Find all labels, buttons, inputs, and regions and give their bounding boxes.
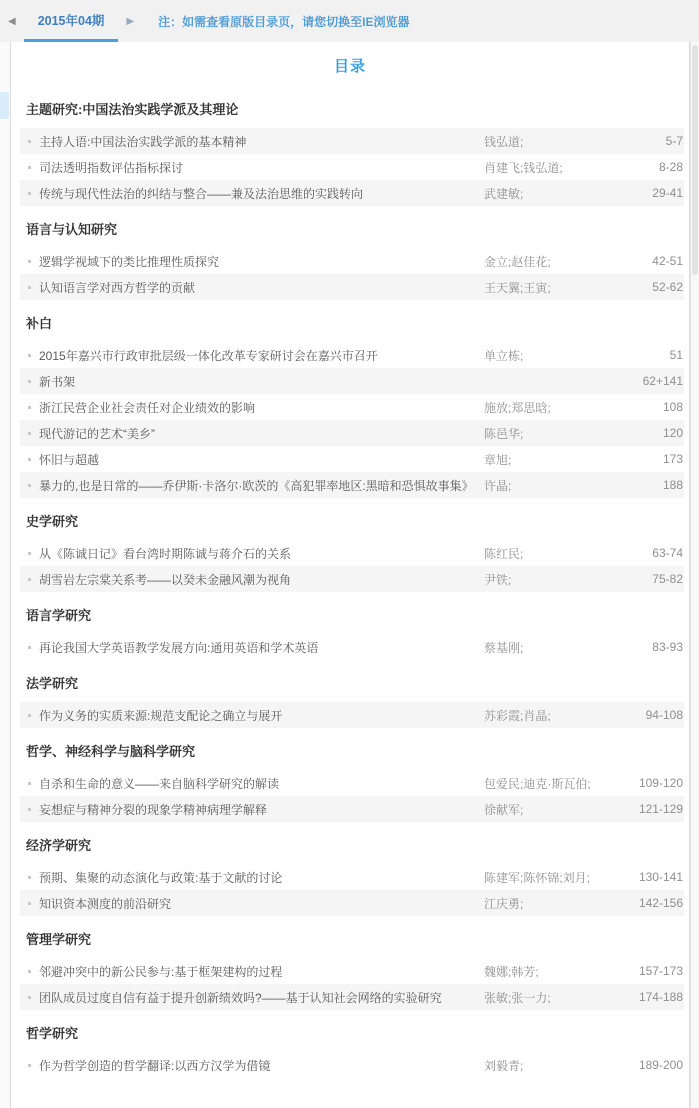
square-bullet-icon (28, 484, 31, 487)
issue-tab-label: 2015年04期 (37, 13, 105, 28)
square-bullet-icon (28, 140, 31, 143)
square-bullet-icon (28, 1064, 31, 1067)
entry-authors[interactable]: 刘毅青; (484, 1058, 524, 1073)
square-bullet-icon (28, 166, 31, 169)
section-header: 管理学研究 (26, 932, 92, 947)
toc-sections (11, 86, 689, 1108)
square-bullet-icon (28, 552, 31, 555)
entry-authors[interactable]: 单立栋; (484, 348, 524, 363)
toc-section (20, 660, 684, 728)
entry-pages: 120 (662, 426, 683, 440)
entry-authors[interactable]: 张敏;张一力; (484, 990, 551, 1005)
section-header: 哲学研究 (26, 1026, 79, 1041)
top-navigation-bar (0, 0, 699, 42)
square-bullet-icon (28, 432, 31, 435)
toc-entry-row (20, 248, 684, 274)
toc-entry-row (20, 472, 684, 498)
entry-pages: 75-82 (652, 572, 683, 586)
entry-title-link[interactable]: 从《陈诚日记》看台湾时期陈诚与蒋介石的关系 (39, 546, 292, 561)
section-header: 哲学、神经科学与脑科学研究 (26, 744, 196, 759)
toc-entry-row (20, 634, 684, 660)
entry-pages: 52-62 (652, 280, 683, 294)
entry-title-link[interactable]: 知识资本测度的前沿研究 (39, 896, 172, 911)
entry-title-link[interactable]: 暴力的,也是日常的——乔伊斯·卡洛尔·欧茨的《高犯罪率地区:黑暗和恐惧故事集》 (39, 478, 474, 493)
toc-section (20, 592, 684, 660)
toc-entry-row (20, 420, 684, 446)
entry-authors[interactable]: 陈邑华; (484, 426, 524, 441)
toc-entry-row (20, 128, 684, 154)
entry-title-link[interactable]: 主持人语:中国法治实践学派的基本精神 (39, 134, 247, 149)
entry-pages: 142-156 (638, 896, 683, 910)
entry-title-link[interactable]: 浙江民营企业社会责任对企业绩效的影响 (39, 400, 256, 415)
toc-entry-row (20, 446, 684, 472)
square-bullet-icon (28, 970, 31, 973)
toc-entry-row (20, 702, 684, 728)
toc-entry-row (20, 540, 684, 566)
entry-pages: 157-173 (638, 964, 683, 978)
toc-entry-row (20, 796, 684, 822)
entry-pages: 130-141 (638, 870, 683, 884)
section-header: 补白 (26, 316, 53, 331)
section-header: 经济学研究 (26, 838, 92, 853)
entry-authors[interactable]: 许晶; (484, 478, 512, 493)
entry-title-link[interactable]: 2015年嘉兴市行政审批层级一体化改革专家研讨会在嘉兴市召开 (39, 348, 378, 363)
entry-title-link[interactable]: 逻辑学视域下的类比推理性质探究 (39, 254, 220, 269)
toc-entry-row (20, 368, 684, 394)
entry-pages: 51 (669, 348, 683, 362)
entry-title-link[interactable]: 传统与现代性法治的纠结与整合——兼及法治思维的实践转向 (39, 186, 364, 201)
entry-title-link[interactable]: 怀旧与超越 (39, 452, 100, 467)
square-bullet-icon (28, 354, 31, 357)
toc-section (20, 916, 684, 1010)
toc-entry-row (20, 770, 684, 796)
entry-authors[interactable]: 金立;赵佳花; (484, 254, 551, 269)
entry-title-link[interactable]: 再论我国大学英语教学发展方向:通用英语和学术英语 (39, 640, 319, 655)
entry-title-link[interactable]: 团队成员过度自信有益于提升创新绩效吗?——基于认知社会网络的实验研究 (39, 990, 442, 1005)
toc-section (20, 728, 684, 822)
left-arrow-icon: ◀ (8, 15, 16, 27)
entry-authors[interactable]: 武建敏; (484, 186, 524, 201)
square-bullet-icon (28, 458, 31, 461)
toc-section (20, 822, 684, 916)
entry-authors[interactable]: 陈红民; (484, 546, 524, 561)
toc-section (20, 498, 684, 592)
entry-authors[interactable]: 肖建飞;钱弘道; (484, 160, 563, 175)
entry-pages: 121-129 (638, 802, 683, 816)
entry-title-link[interactable]: 作为哲学创造的哲学翻译:以西方汉学为借镜 (39, 1058, 271, 1073)
section-header: 史学研究 (26, 514, 79, 529)
entry-pages: 188 (662, 478, 683, 492)
square-bullet-icon (28, 646, 31, 649)
toc-entry-row (20, 342, 684, 368)
entry-title-link[interactable]: 自杀和生命的意义——来自脑科学研究的解读 (39, 776, 280, 791)
toc-entry-row (20, 274, 684, 300)
entry-title-link[interactable]: 作为义务的实质来源:规范支配论之确立与展开 (39, 708, 283, 723)
entry-pages: 173 (662, 452, 683, 466)
entry-authors[interactable]: 陈建军;陈怀锦;刘月; (484, 870, 591, 885)
collapsed-side-panel-handle[interactable] (0, 92, 9, 119)
entry-pages: 63-74 (652, 546, 683, 560)
entry-pages: 94-108 (645, 708, 683, 722)
toc-section (20, 1010, 684, 1078)
next-issue-button[interactable] (118, 0, 142, 42)
square-bullet-icon (28, 876, 31, 879)
square-bullet-icon (28, 714, 31, 717)
square-bullet-icon (28, 192, 31, 195)
entry-authors[interactable]: 施放;郑思晗; (484, 400, 551, 415)
entry-title-link[interactable]: 妄想症与精神分裂的现象学精神病理学解释 (39, 802, 268, 817)
entry-pages: 83-93 (652, 640, 683, 654)
entry-authors[interactable]: 苏彩霞;肖晶; (484, 708, 551, 723)
entry-authors[interactable]: 尹铁; (484, 572, 512, 587)
toc-panel (10, 42, 690, 1108)
square-bullet-icon (28, 260, 31, 263)
toc-entry-row (20, 180, 684, 206)
entry-pages: 108 (662, 400, 683, 414)
toc-section (20, 206, 684, 300)
entry-authors[interactable]: 江庆勇; (484, 896, 524, 911)
entry-authors[interactable]: 章旭; (484, 452, 512, 467)
scrollbar-thumb[interactable] (692, 45, 698, 275)
entry-pages: 109-120 (638, 776, 683, 790)
entry-pages: 8-28 (658, 160, 683, 174)
entry-authors[interactable]: 蔡基刚; (484, 640, 524, 655)
section-header: 主题研究:中国法治实践学派及其理论 (26, 102, 239, 117)
section-header: 语言学研究 (26, 608, 92, 623)
toc-section (20, 300, 684, 498)
toc-entry-row (20, 394, 684, 420)
issue-tab[interactable] (24, 0, 119, 42)
right-arrow-icon: ▶ (126, 15, 135, 27)
page-title: 目录 (333, 58, 366, 75)
section-header: 语言与认知研究 (26, 222, 118, 237)
previous-issue-button[interactable] (0, 0, 24, 42)
square-bullet-icon (28, 808, 31, 811)
square-bullet-icon (28, 782, 31, 785)
toc-entry-row (20, 890, 684, 916)
entry-pages: 189-200 (638, 1058, 683, 1072)
entry-pages: 174-188 (638, 990, 683, 1004)
entry-title-link[interactable]: 预期、集聚的动态演化与政策:基于文献的讨论 (39, 870, 283, 885)
toc-entry-row (20, 154, 684, 180)
entry-authors[interactable]: 王天翼;王寅; (484, 280, 551, 295)
entry-title-link[interactable]: 认知语言学对西方哲学的贡献 (39, 280, 196, 295)
entry-title-link[interactable]: 司法透明指数评估指标探讨 (39, 160, 184, 175)
square-bullet-icon (28, 406, 31, 409)
scrollbar-track[interactable] (690, 42, 699, 1108)
entry-title-link[interactable]: 新书架 (39, 374, 76, 389)
entry-pages: 5-7 (665, 134, 683, 148)
toc-entry-row (20, 1052, 684, 1078)
entry-authors[interactable]: 包爱民;迪克·斯瓦伯; (484, 776, 591, 791)
entry-title-link[interactable]: 胡雪岩左宗棠关系考——以癸未金融风潮为视角 (39, 572, 292, 587)
toc-entry-row (20, 566, 684, 592)
toc-section (20, 86, 684, 206)
entry-pages: 62+141 (642, 374, 683, 388)
entry-title-link[interactable]: 现代游记的艺术“美乡” (39, 426, 155, 441)
toc-entry-row (20, 864, 684, 890)
ie-browser-note: 注：如需查看原版目录页，请您切换至IE浏览器 (158, 14, 410, 29)
entry-authors[interactable]: 徐献军; (484, 802, 524, 817)
square-bullet-icon (28, 996, 31, 999)
toc-entry-row (20, 958, 684, 984)
entry-title-link[interactable]: 邻避冲突中的新公民参与:基于框架建构的过程 (39, 964, 283, 979)
entry-pages: 42-51 (652, 254, 683, 268)
section-header: 法学研究 (26, 676, 79, 691)
entry-authors[interactable]: 钱弘道; (484, 134, 524, 149)
square-bullet-icon (28, 578, 31, 581)
entry-authors[interactable]: 魏娜;韩芳; (484, 964, 539, 979)
toc-entry-row (20, 984, 684, 1010)
square-bullet-icon (28, 286, 31, 289)
square-bullet-icon (28, 902, 31, 905)
entry-pages: 29-41 (652, 186, 683, 200)
square-bullet-icon (28, 380, 31, 383)
